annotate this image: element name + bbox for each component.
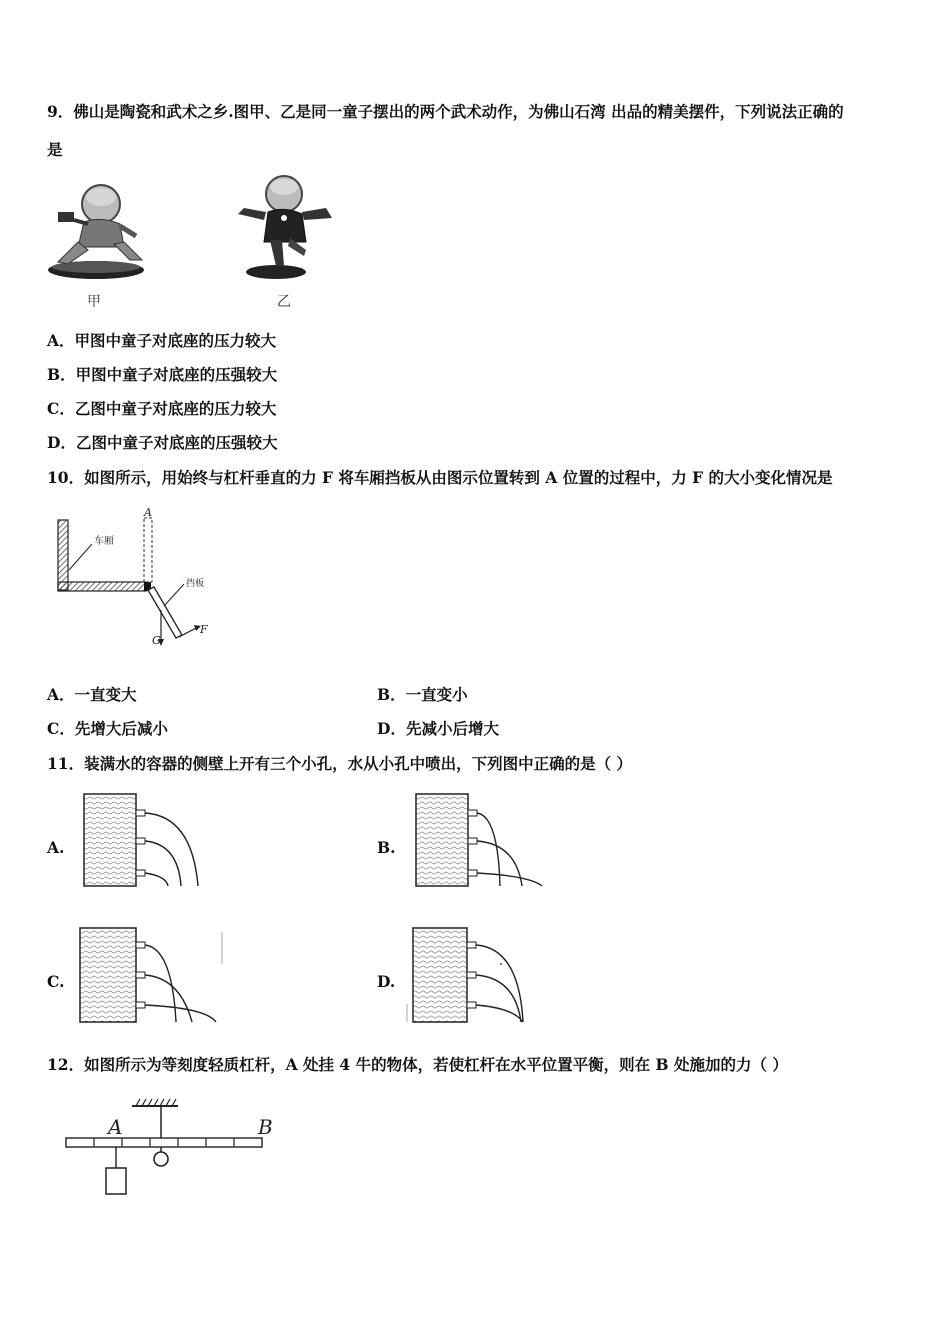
q11-option-a: A. [47, 838, 65, 857]
q9-option-b: B．甲图中童子对底座的压强较大 [47, 365, 278, 384]
q9-stem-line1: 9．佛山是陶瓷和武术之乡.图甲、乙是同一童子摆出的两个武术动作，为佛山石湾 出品的精美摆件，下列说法正确的 [47, 102, 844, 121]
q10-option-c: C．先增大后减小 [47, 719, 168, 738]
q12-figure-lever [60, 1096, 290, 1201]
q9-option-a: A．甲图中童子对底座的压力较大 [47, 331, 277, 350]
q10-option-d: D．先减小后增大 [377, 719, 499, 738]
q11-option-d: D. [377, 972, 396, 991]
figurine-a [48, 185, 144, 279]
figurine-b [238, 176, 332, 279]
label-carriage: 车厢 [94, 536, 114, 547]
figure-label-yi: 乙 [277, 294, 291, 310]
q11-figure-b [412, 790, 552, 890]
label-a: A [144, 506, 152, 519]
q10-option-a: A．一直变大 [47, 685, 137, 704]
label-b: B [258, 1115, 273, 1139]
q9-option-d: D．乙图中童子对底座的压强较大 [47, 433, 278, 452]
figure-label-jia: 甲 [87, 294, 101, 310]
label-board: 挡板 [186, 579, 205, 589]
label-g: G [152, 634, 161, 647]
q10-figure-carriage-board-lever [52, 506, 222, 651]
q10-stem: 10．如图所示，用始终与杠杆垂直的力 F 将车厢挡板从由图示位置转到 A 位置的过程中，力 F 的大小变化情况是 [47, 468, 833, 487]
q11-stem: 11．装满水的容器的侧壁上开有三个小孔，水从小孔中喷出，下列图中正确的是（ ） [47, 754, 632, 773]
q10-option-b: B．一直变小 [377, 685, 468, 704]
q11-option-b: B. [377, 838, 396, 857]
q11-option-c: C. [47, 972, 65, 991]
q11-figure-a [80, 790, 215, 890]
q12-stem: 12．如图所示为等刻度轻质杠杆，A 处挂 4 牛的物体，若使杠杆在水平位置平衡，则在 B 处施加的力（ ） [47, 1055, 788, 1074]
label-f: F [200, 623, 208, 636]
q9-option-c: C．乙图中童子对底座的压力较大 [47, 399, 277, 418]
q11-figure-c [76, 924, 226, 1026]
q9-figure-martial-arts-figurines [44, 172, 344, 312]
label-a: A [108, 1115, 123, 1139]
q9-stem-line2: 是 [47, 140, 63, 159]
q11-figure-d [405, 924, 555, 1026]
